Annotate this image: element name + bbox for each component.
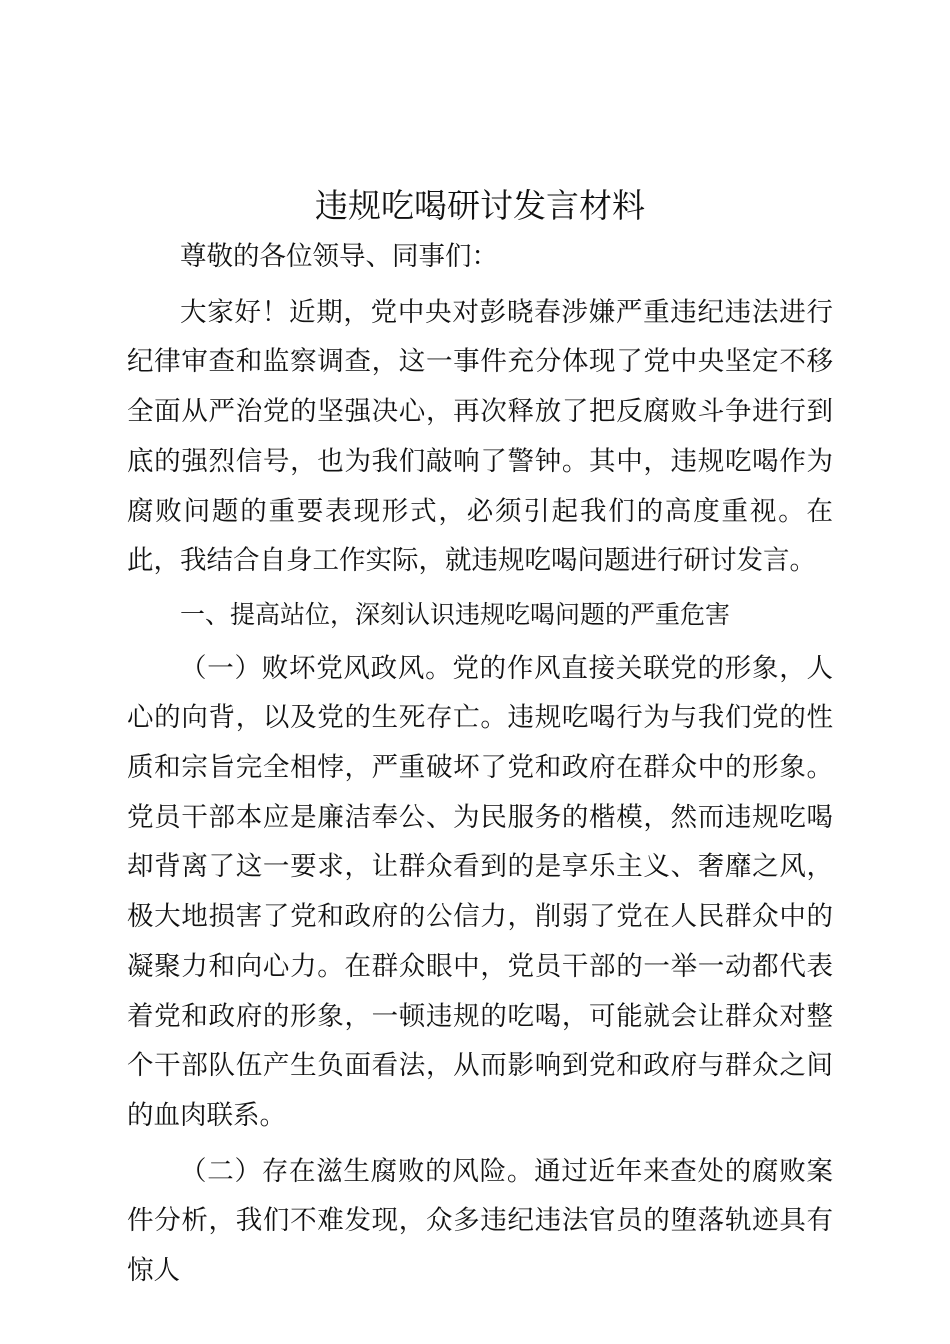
document-body bbox=[127, 180, 833, 1296]
point-one-paragraph: （一）败坏党风政风。党的作风直接关联党的形象，人心的向背，以及党的生死存亡。违规吃喝行为与我们党的性质和宗旨完全相悖，严重破坏了党和政府在群众中的形象。党员干部本应是廉洁奉公、为民服务的楷模，然而违规吃喝却背离了这一要求，让群众看到的是享乐主义、奢靡之风，极大地损害了党和政府的公信力，削弱了党在人民群众中的凝聚力和向心力。在群众眼中，党员干部的一举一动都代表着党和政府的形象，一顿违规的吃喝，可能就会让群众对整个干部队伍产生负面看法，从而影响到党和政府与群众之间的血肉联系。 bbox=[127, 652, 833, 1131]
document-title: 违规吃喝研讨发言材料 bbox=[315, 186, 645, 225]
section-heading: 一、提高站位，深刻认识违规吃喝问题的严重危害 bbox=[180, 599, 731, 629]
point-two-paragraph: （二）存在滋生腐败的风险。通过近年来查处的腐败案件分析，我们不难发现，众多违纪违法官员的堕落轨迹具有惊人 bbox=[127, 1155, 833, 1287]
salutation: 尊敬的各位领导、同事们： bbox=[180, 241, 498, 272]
intro-paragraph: 大家好！近期，党中央对彭晓春涉嫌严重违纪违法进行纪律审查和监察调查，这一事件充分体现了党中央坚定不移全面从严治党的坚强决心，再次释放了把反腐败斗争进行到底的强烈信号，也为我们敲响了警钟。其中，违规吃喝作为腐败问题的重要表现形式，必须引起我们的高度重视。在此，我结合自身工作实际，就违规吃喝问题进行研讨发言。 bbox=[127, 296, 833, 577]
